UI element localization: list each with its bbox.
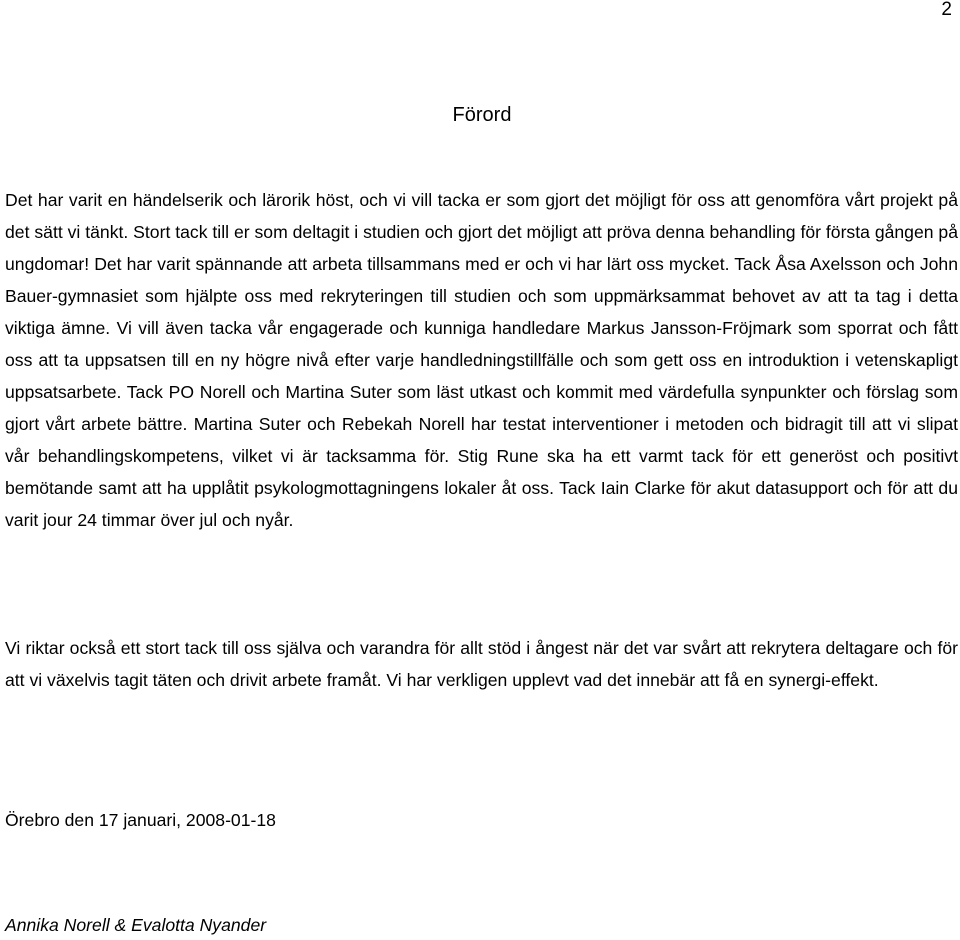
paragraph-self-thanks: Vi riktar också ett stort tack till oss själva och varandra för allt stöd i ångest när det var svårt att rekrytera deltagare och för att vi växelvis tagit täten och drivit arbete framåt. Vi har verkligen upplevt vad det innebär att få en synergi-effekt.	[5, 638, 958, 690]
page-number: 2	[941, 0, 952, 20]
place-and-date: Örebro den 17 januari, 2008-01-18	[5, 810, 276, 830]
paragraph-acknowledgements: Det har varit en händelserik och lärorik höst, och vi vill tacka er som gjort det möjligt för oss att genomföra vårt projekt på det sätt vi tänkt. Stort tack till er som deltagit i studien och gjort det möjligt att pröva denna behandling för första gången på ungdomar! Det har varit spännande att arbeta tillsammans med er och vi har lärt oss mycket. Tack Åsa Axelsson och John Bauer-gymnasiet som hjälpte oss med rekryteringen till studien och som uppmärksammat behovet av att ta tag i detta viktiga ämne. Vi vill även tacka vår engagerade och kunniga handledare Markus Jansson-Fröjmark som sporrat och fått oss att ta uppsatsen till en ny högre nivå efter varje handledningstillfälle och som gett oss en introduktion i vetenskapligt uppsatsarbete. Tack PO Norell och Martina Suter som läst utkast och kommit med värdefulla synpunkter och förslag som gjort vårt arbete bättre. Martina Suter och Rebekah Norell har testat interventioner i metoden och bidragit till att vi slipat vår behandlingskompetens, vilket vi är tacksamma för. Stig Rune ska ha ett varmt tack för ett generöst och positivt bemötande samt att ha upplåtit psykologmottagningens lokaler åt oss. Tack Iain Clarke för akut datasupport och för att du varit jour 24 timmar över jul och nyår.	[5, 190, 958, 530]
author-signature: Annika Norell & Evalotta Nyander	[5, 915, 267, 935]
page-title: Förord	[452, 104, 512, 126]
